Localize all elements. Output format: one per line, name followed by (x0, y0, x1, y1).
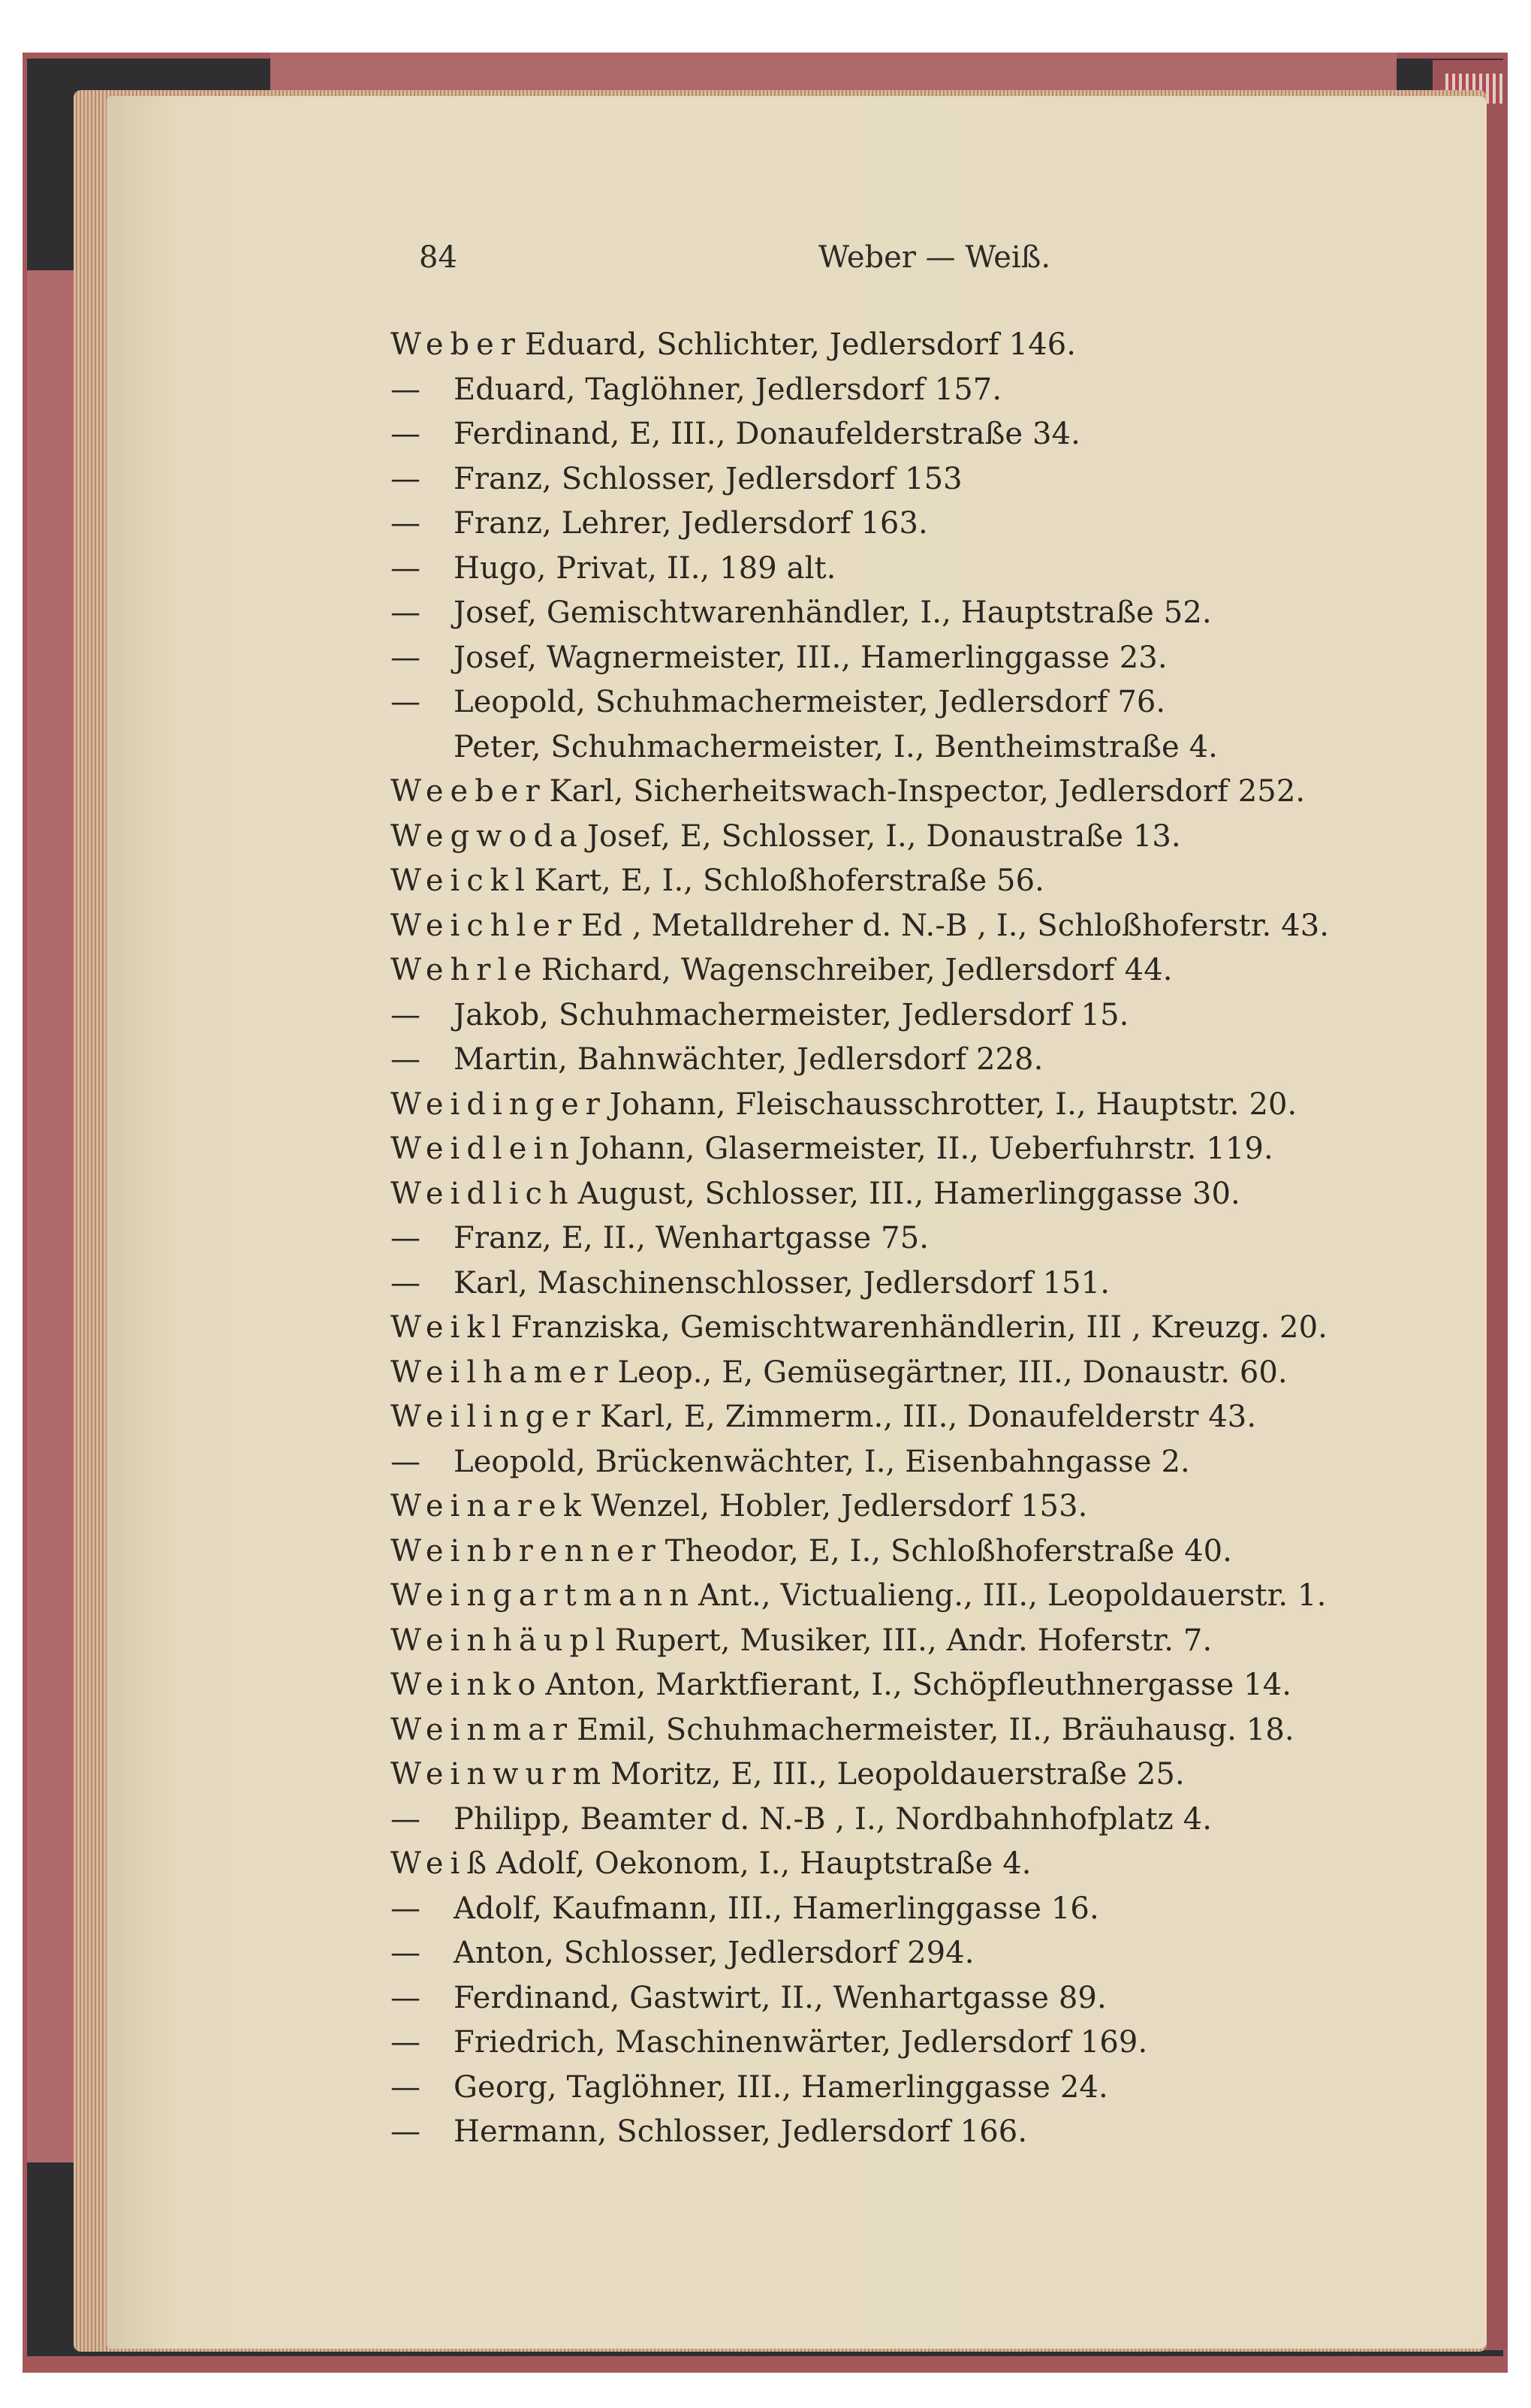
entry-repeat-dash: — (390, 506, 421, 541)
directory-entry (390, 993, 1487, 1038)
directory-entry (390, 1440, 1487, 1485)
entry-details: Eduard, Taglöhner, Jedlersdorf 157. (454, 372, 1002, 407)
directory-entry (390, 1261, 1487, 1306)
entry-repeat-dash: — (390, 1980, 421, 2015)
entry-details: Philipp, Beamter d. N.-B , I., Nordbahnhofplatz 4. (454, 1801, 1213, 1837)
entry-surname: Weinmar (390, 1712, 574, 1747)
directory-entry (390, 1038, 1487, 1083)
page-number: 84 (419, 240, 457, 275)
directory-entry (390, 457, 1487, 502)
entry-surname: Weber (390, 327, 522, 362)
directory-entry (390, 1306, 1487, 1351)
entry-details: August, Schlosser, III., Hamerlinggasse 30. (577, 1176, 1240, 1211)
entry-details: Franziska, Gemischtwarenhändlerin, III , Kreuzg. 20. (511, 1310, 1328, 1345)
entry-details: Eduard, Schlichter, Jedlersdorf 146. (524, 327, 1077, 362)
directory-entry (390, 1351, 1487, 1396)
directory-entry (390, 1619, 1487, 1664)
directory-entry (390, 1708, 1487, 1753)
entry-details: Johann, Fleischausschrotter, I., Hauptstr. 20. (609, 1086, 1297, 1122)
entry-details: Anton, Marktfierant, I., Schöpfleuthnergasse 14. (545, 1668, 1292, 1702)
directory-entry (390, 1663, 1487, 1708)
directory-entry (390, 859, 1487, 904)
entry-repeat-dash: — (390, 640, 421, 675)
directory-entry (390, 2110, 1487, 2155)
entry-details: Ed , Metalldreher d. N.-B , I., Schloßhoferstr. 43. (581, 908, 1330, 943)
directory-entry (390, 1753, 1487, 1798)
entry-details: Hermann, Schlosser, Jedlersdorf 166. (454, 2114, 1028, 2149)
directory-entry (390, 1931, 1487, 1976)
entry-details: Kart, E, I., Schloßhoferstraße 56. (534, 863, 1044, 898)
directory-entry (390, 1798, 1487, 1843)
entry-surname: Weiß (390, 1846, 494, 1881)
entry-details: Jakob, Schuhmachermeister, Jedlersdorf 15. (454, 997, 1129, 1032)
entry-details: Adolf, Kaufmann, III., Hamerlinggasse 16. (454, 1891, 1099, 1926)
entry-details: Leopold, Schuhmachermeister, Jedlersdorf 76. (454, 685, 1166, 719)
entry-repeat-dash: — (390, 1221, 421, 1255)
entry-details: Ferdinand, E, III., Donaufelderstraße 34. (454, 417, 1080, 451)
entry-surname: Weinhäupl (390, 1623, 612, 1658)
entry-repeat-dash: — (390, 685, 421, 719)
entry-surname: Weinbrenner (390, 1533, 662, 1569)
directory-entry (390, 591, 1487, 636)
directory-entry (390, 815, 1487, 860)
entry-repeat-dash: — (390, 417, 421, 451)
directory-entry (390, 1083, 1487, 1128)
entry-details: Josef, E, Schlosser, I., Donaustraße 13. (586, 818, 1181, 854)
directory-entry (390, 1484, 1487, 1529)
directory-entry (390, 368, 1487, 413)
entry-details: Adolf, Oekonom, I., Hauptstraße 4. (496, 1846, 1032, 1881)
entry-surname: Weilinger (390, 1400, 598, 1434)
running-title: Weber — Weiß. (818, 240, 1051, 275)
entry-surname: Weinko (390, 1668, 543, 1702)
directory-entry (390, 1887, 1487, 1932)
directory-entry (390, 547, 1487, 592)
entry-details: Franz, Lehrer, Jedlersdorf 163. (454, 506, 928, 541)
entry-repeat-dash: — (390, 2069, 421, 2105)
entry-repeat-dash: — (390, 461, 421, 496)
entry-repeat-dash: — (390, 1801, 421, 1837)
entry-details: Moritz, E, III., Leopoldauerstraße 25. (610, 1757, 1185, 1792)
directory-entry (390, 1216, 1487, 1261)
entry-details: Anton, Schlosser, Jedlersdorf 294. (454, 1936, 975, 1970)
directory-entry (390, 1395, 1487, 1440)
directory-entry (390, 1842, 1487, 1887)
entry-surname: Wegwoda (390, 818, 584, 854)
entry-details: Richard, Wagenschreiber, Jedlersdorf 44. (541, 953, 1173, 987)
entry-details: Georg, Taglöhner, III., Hamerlinggasse 24. (454, 2069, 1108, 2105)
directory-entry (390, 1172, 1487, 1217)
directory-entry (390, 2066, 1487, 2111)
directory-entry (390, 636, 1487, 681)
entry-details: Wenzel, Hobler, Jedlersdorf 153. (590, 1489, 1088, 1523)
directory-entry (390, 412, 1487, 457)
entry-surname: Weeber (390, 774, 547, 809)
entry-repeat-dash: — (390, 1444, 421, 1479)
directory-entry (390, 502, 1487, 547)
entry-surname: Weikl (390, 1310, 508, 1345)
entry-repeat-dash: — (390, 372, 421, 407)
entry-surname: Weidlich (390, 1176, 575, 1211)
entry-surname: Weingartmann (390, 1578, 696, 1613)
entry-repeat-dash: — (390, 1265, 421, 1300)
entry-surname: Weichler (390, 908, 579, 943)
directory-entry (390, 2021, 1487, 2066)
entry-details: Leop., E, Gemüsegärtner, III., Donaustr. 60. (617, 1355, 1288, 1390)
directory-entry (390, 323, 1487, 368)
entry-details: Martin, Bahnwächter, Jedlersdorf 228. (454, 1042, 1044, 1077)
entry-repeat-dash: — (390, 595, 421, 630)
entry-details: Franz, E, II., Wenhartgasse 75. (454, 1221, 930, 1255)
entry-details: Karl, Sicherheitswach-Inspector, Jedlersdorf 252. (549, 774, 1306, 809)
entry-repeat-dash: — (390, 1891, 421, 1926)
entry-details: Karl, E, Zimmerm., III., Donaufelderstr 43. (600, 1400, 1257, 1434)
entry-details: Theodor, E, I., Schloßhoferstraße 40. (665, 1533, 1233, 1569)
entry-surname: Weinarek (390, 1489, 588, 1523)
directory-entry (390, 948, 1487, 993)
entry-repeat-dash: — (390, 997, 421, 1032)
entry-surname: Wehrle (390, 953, 538, 987)
entry-details: Johann, Glasermeister, II., Ueberfuhrstr. 119. (578, 1132, 1273, 1166)
entry-details: Josef, Wagnermeister, III., Hamerlinggasse 23. (454, 640, 1168, 675)
entry-repeat-dash: — (390, 2025, 421, 2060)
directory-entry (390, 770, 1487, 815)
entry-details: Hugo, Privat, II., 189 alt. (454, 550, 836, 586)
entry-surname: Weidinger (390, 1086, 607, 1122)
entry-surname: Weilhamer (390, 1355, 615, 1390)
entry-details: Ant., Victualieng., III., Leopoldauerstr. 1. (698, 1578, 1327, 1613)
directory-entry (390, 1976, 1487, 2021)
entry-details: Ferdinand, Gastwirt, II., Wenhartgasse 89. (454, 1980, 1107, 2015)
directory-entry (390, 680, 1487, 725)
entry-details: Leopold, Brückenwächter, I., Eisenbahngasse 2. (454, 1444, 1190, 1479)
directory-entry (390, 904, 1487, 949)
entry-repeat-dash: — (390, 550, 421, 586)
entry-details: Peter, Schuhmachermeister, I., Bentheimstraße 4. (454, 729, 1218, 764)
entry-details: Karl, Maschinenschlosser, Jedlersdorf 151. (454, 1265, 1111, 1300)
entry-repeat-dash: — (390, 2114, 421, 2149)
entry-details: Josef, Gemischtwarenhändler, I., Hauptstraße 52. (454, 595, 1212, 630)
directory-entry (390, 1127, 1487, 1172)
entry-repeat-dash: — (390, 1936, 421, 1970)
directory-entry (390, 1574, 1487, 1619)
entry-repeat-dash: — (390, 1042, 421, 1077)
entry-surname: Weickl (390, 863, 532, 898)
entry-details: Emil, Schuhmachermeister, II., Bräuhausg. 18. (576, 1712, 1294, 1747)
entry-details: Franz, Schlosser, Jedlersdorf 153 (454, 461, 963, 496)
directory-entries (390, 323, 1487, 2155)
directory-entry (390, 725, 1487, 770)
directory-entry (390, 1529, 1487, 1575)
entry-details: Friedrich, Maschinenwärter, Jedlersdorf 169. (454, 2025, 1148, 2060)
entry-surname: Weinwurm (390, 1757, 608, 1792)
entry-surname: Weidlein (390, 1132, 576, 1166)
entry-details: Rupert, Musiker, III., Andr. Hoferstr. 7. (614, 1623, 1213, 1658)
